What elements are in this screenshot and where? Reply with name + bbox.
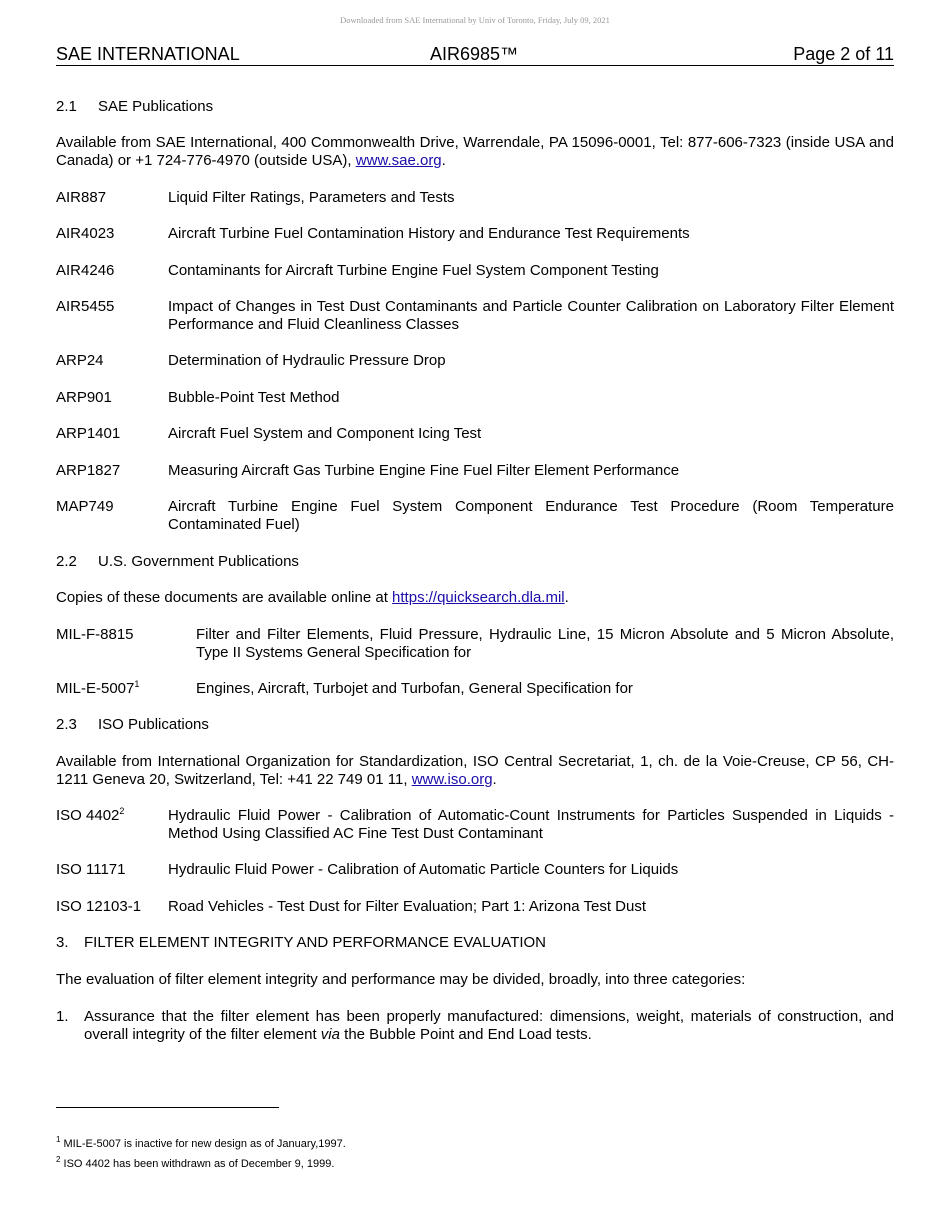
- dla-quicksearch-link[interactable]: https://quicksearch.dla.mil: [392, 589, 565, 606]
- page-header: [56, 43, 894, 66]
- reference-title: Bubble-Point Test Method: [168, 389, 340, 406]
- section-2-2-heading: [56, 553, 299, 571]
- sae-availability-paragraph: [56, 134, 894, 170]
- period: .: [441, 152, 446, 169]
- footnote-separator: [56, 1107, 279, 1108]
- footnote-mark: 2: [56, 1155, 61, 1164]
- availability-text: Available from International Organization for Standardization, ISO Central Secretariat, 1, ch. de la Voie-Creuse, CP 56, CH-1211 Geneva 20, Switzerland, Tel: +41 22 749 01 11,: [56, 753, 894, 788]
- reference-title: Aircraft Turbine Fuel Contamination History and Endurance Test Requirements: [168, 225, 690, 242]
- reference-title: Measuring Aircraft Gas Turbine Engine Fine Fuel Filter Element Performance: [168, 462, 680, 479]
- reference-code: [56, 807, 124, 825]
- reference-code: [56, 626, 134, 644]
- section-number: 2.3: [56, 716, 77, 733]
- footnote-2: [56, 1157, 334, 1171]
- footnote-1: [56, 1137, 346, 1151]
- reference-title: Determination of Hydraulic Pressure Drop: [168, 352, 446, 369]
- reference-code-text: MIL-F-8815: [56, 626, 134, 643]
- footnote-mark: 1: [56, 1135, 61, 1144]
- iso-website-link[interactable]: www.iso.org: [411, 771, 493, 788]
- reference-code: [56, 680, 139, 698]
- reference-title: Road Vehicles - Test Dust for Filter Evaluation; Part 1: Arizona Test Dust: [168, 898, 647, 915]
- section-title: U.S. Government Publications: [98, 553, 299, 570]
- list-item-text: [84, 1008, 894, 1044]
- section-title: SAE Publications: [98, 98, 214, 115]
- list-text-part: the Bubble Point and End Load tests.: [344, 1026, 592, 1043]
- footnote-text: MIL-E-5007 is inactive for new design as of January,1997.: [63, 1138, 346, 1150]
- dla-availability-paragraph: [56, 589, 894, 607]
- reference-code: ARP1401: [56, 425, 121, 442]
- footnote-marker[interactable]: 1: [134, 679, 140, 689]
- reference-title: Filter and Filter Elements, Fluid Pressure, Hydraulic Line, 15 Micron Absolute and 5 Micron Absolute, Type II Systems General Specification for: [196, 626, 894, 661]
- section-3-intro: The evaluation of filter element integrity and performance may be divided, broadly, into three categories:: [56, 971, 746, 988]
- iso-availability-paragraph: [56, 753, 894, 789]
- period: .: [492, 771, 497, 788]
- section-number: 3.: [56, 934, 69, 951]
- section-2-1-heading: [56, 98, 213, 116]
- reference-title: Engines, Aircraft, Turbojet and Turbofan, General Specification for: [196, 680, 633, 697]
- reference-code: MAP749: [56, 498, 114, 515]
- section-2-3-heading: [56, 716, 209, 734]
- list-marker: 1.: [56, 1008, 69, 1025]
- reference-code: ARP24: [56, 352, 104, 369]
- footnote-marker[interactable]: 2: [119, 806, 125, 816]
- reference-title: Contaminants for Aircraft Turbine Engine Fuel System Component Testing: [168, 262, 659, 279]
- footnote-text: ISO 4402 has been withdrawn as of December 9, 1999.: [63, 1158, 335, 1170]
- reference-code: AIR887: [56, 189, 107, 206]
- reference-title: Aircraft Turbine Engine Fuel System Component Endurance Test Procedure (Room Temperature Contaminated Fuel): [168, 498, 894, 533]
- reference-title: Impact of Changes in Test Dust Contaminants and Particle Counter Calibration on Laboratory Filter Element Performance and Fluid Cleanliness Classes: [168, 298, 894, 333]
- reference-code: ISO 11171: [56, 861, 126, 878]
- section-title: FILTER ELEMENT INTEGRITY AND PERFORMANCE EVALUATION: [84, 934, 547, 951]
- reference-code: AIR5455: [56, 298, 115, 315]
- header-publisher: SAE INTERNATIONAL: [56, 44, 240, 64]
- section-number: 2.2: [56, 553, 77, 570]
- reference-code: AIR4023: [56, 225, 115, 242]
- reference-code: ARP1827: [56, 462, 121, 479]
- reference-code: ISO 12103-1: [56, 898, 142, 915]
- header-document-number: AIR6985™: [430, 44, 519, 64]
- reference-title: Hydraulic Fluid Power - Calibration of Automatic Particle Counters for Liquids: [168, 861, 679, 878]
- section-number: 2.1: [56, 98, 77, 115]
- reference-title: Hydraulic Fluid Power - Calibration of Automatic-Count Instruments for Particles Suspended in Liquids - Method Using Classified AC Fine Test Dust Contaminant: [168, 807, 894, 842]
- availability-text: Available from SAE International, 400 Commonwealth Drive, Warrendale, PA 15096-0001, Tel: 877-606-7323 (inside USA and Canada) or +1 724-776-4970 (outside USA),: [56, 134, 894, 169]
- reference-code-text: MIL-E-5007: [56, 680, 135, 697]
- list-text-emphasis: via: [320, 1026, 340, 1043]
- reference-code: AIR4246: [56, 262, 115, 279]
- sae-website-link[interactable]: www.sae.org: [355, 152, 442, 169]
- download-watermark: Downloaded from SAE International by Univ of Toronto, Friday, July 09, 2021: [340, 15, 610, 25]
- availability-text: Copies of these documents are available online at: [56, 589, 388, 606]
- header-page-number: Page 2 of 11: [793, 44, 894, 64]
- reference-code-text: ISO 4402: [56, 807, 120, 824]
- section-3-heading: [56, 934, 546, 952]
- reference-title: Liquid Filter Ratings, Parameters and Tests: [168, 189, 455, 206]
- reference-title: Aircraft Fuel System and Component Icing Test: [168, 425, 482, 442]
- reference-code: ARP901: [56, 389, 112, 406]
- period: .: [564, 589, 569, 606]
- section-title: ISO Publications: [98, 716, 209, 733]
- list-text-part: Assurance that the filter element has been properly manufactured: dimensions, weight, materials of construction, and overall integrity of the filter element: [84, 1008, 894, 1043]
